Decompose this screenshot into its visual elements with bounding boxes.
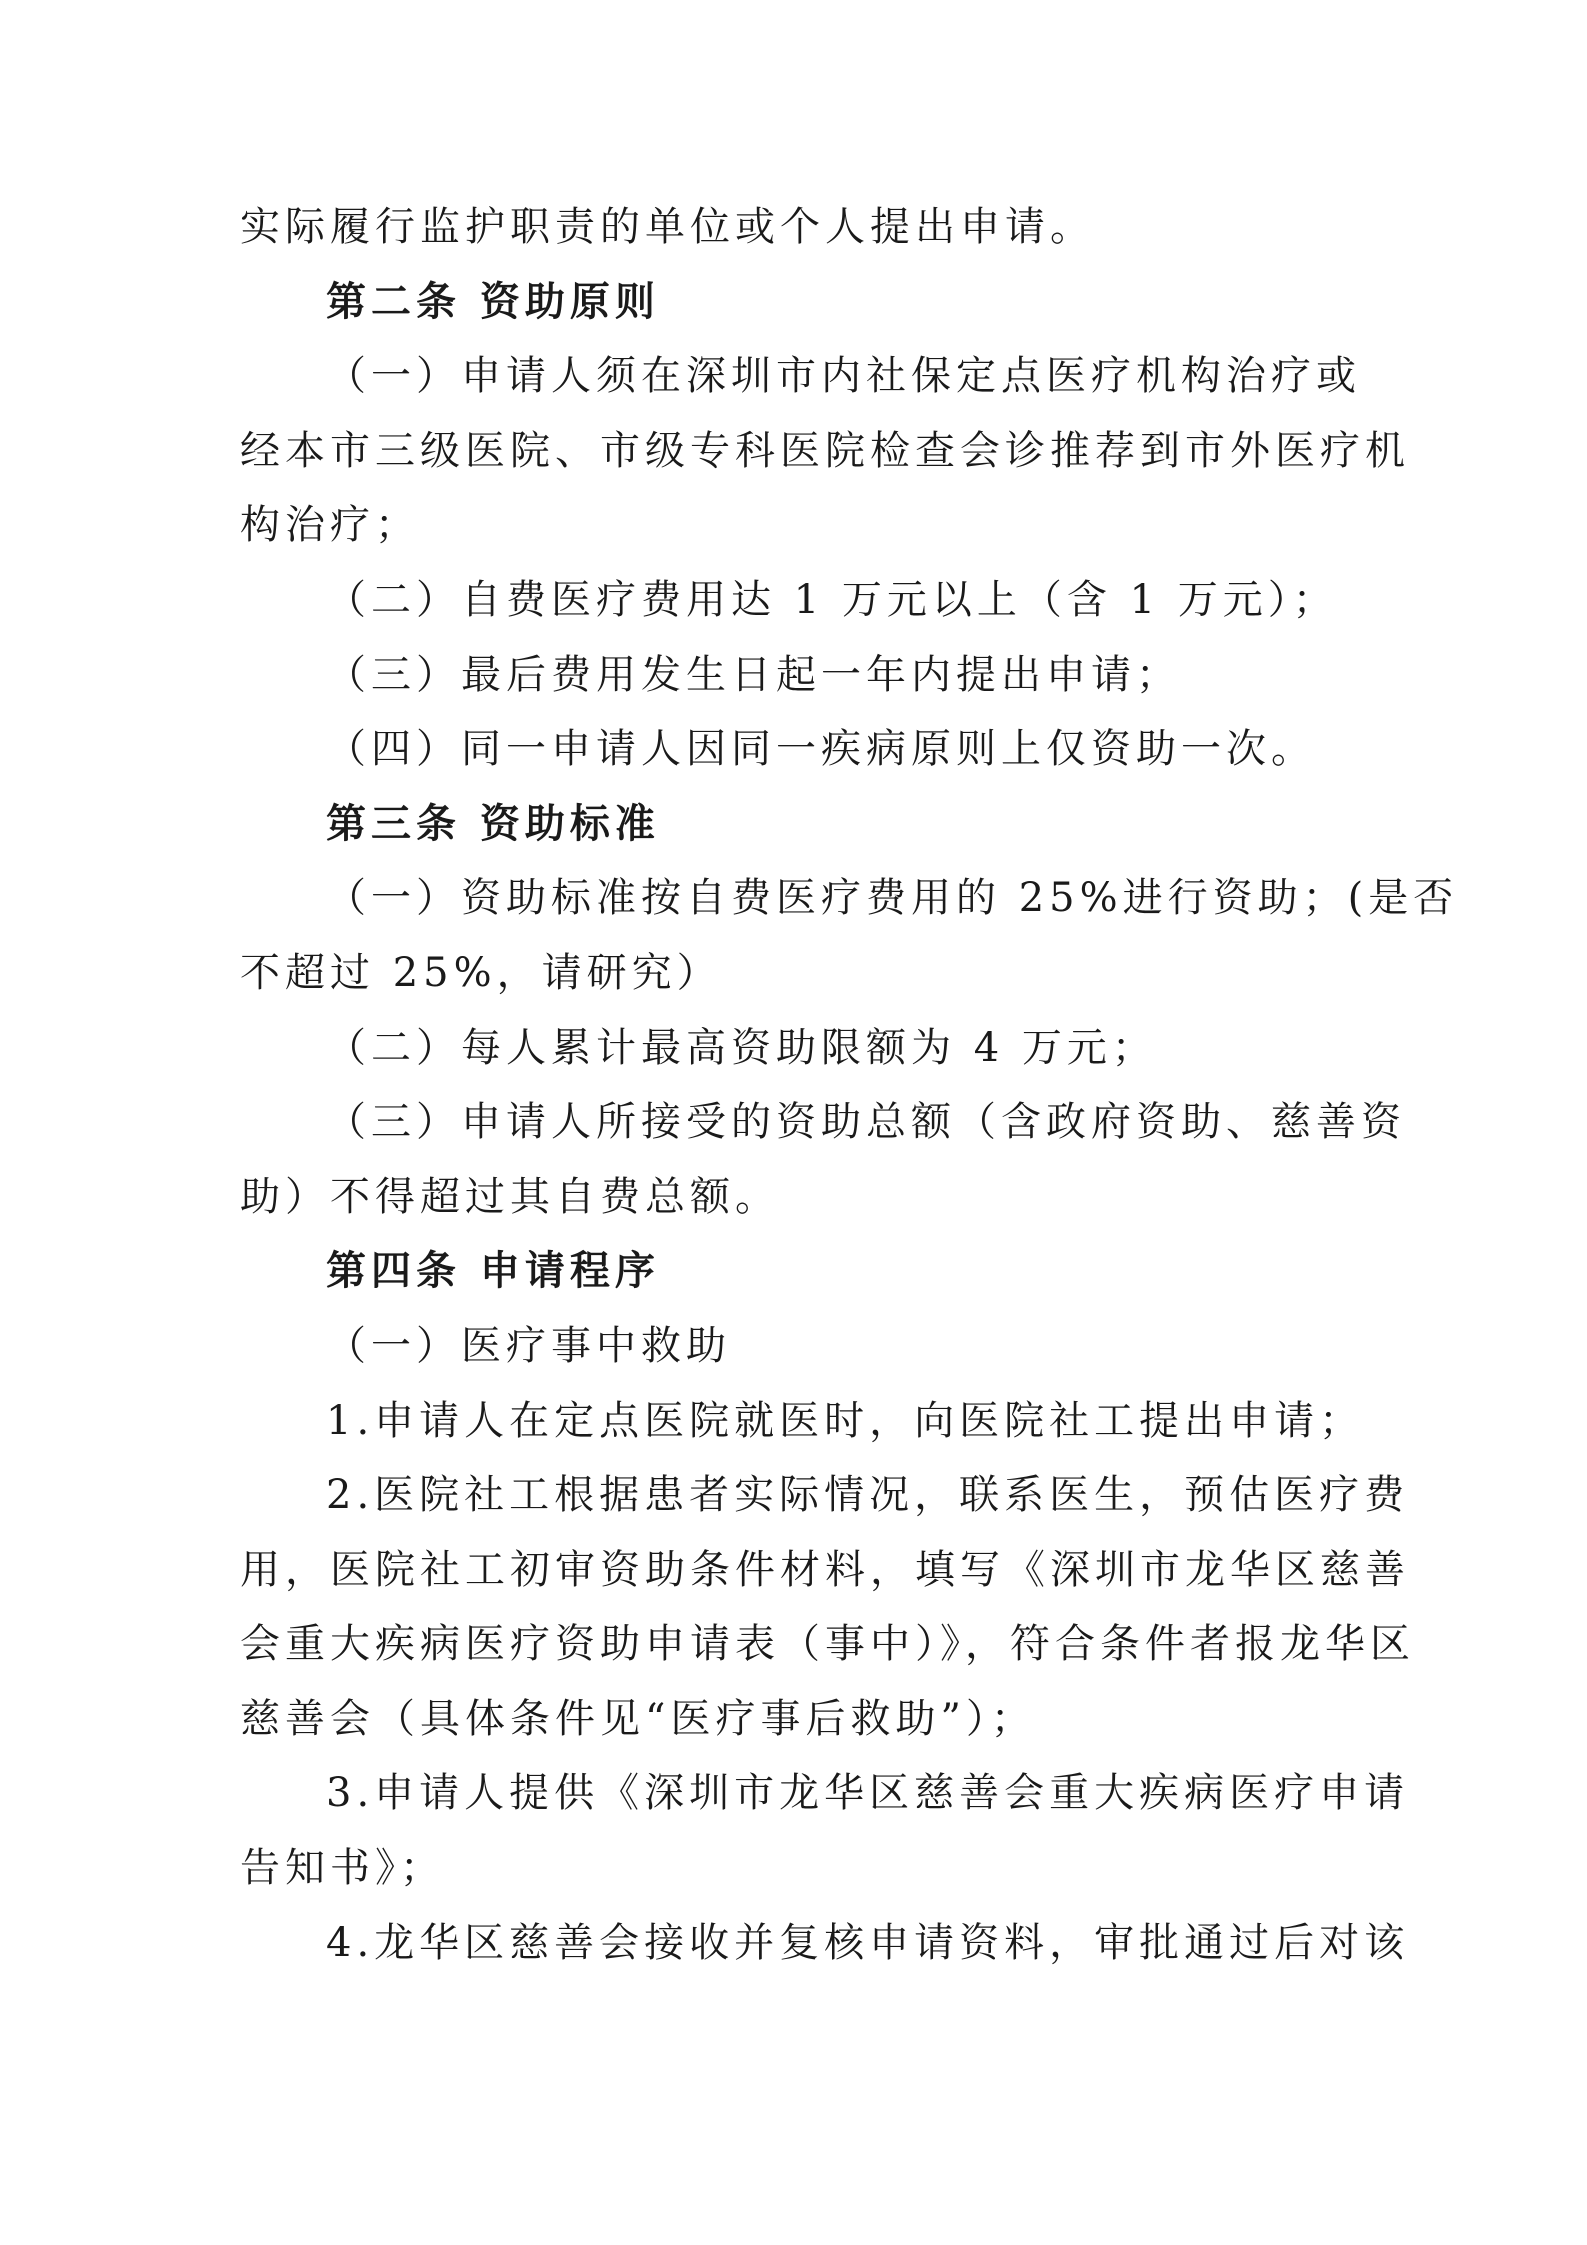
paragraph-line: （三）申请人所接受的资助总额（含政府资助、慈善资 (326, 1099, 1406, 1146)
paragraph-line: （二）每人累计最高资助限额为 4 万元； (326, 1024, 1157, 1071)
paragraph-line: 告知书》； (240, 1845, 445, 1892)
paragraph-line: （二）自费医疗费用达 1 万元以上（含 1 万元）； (326, 576, 1338, 623)
document-page (240, 190, 1459, 1980)
paragraph-line: 助）不得超过其自费总额。 (240, 1173, 780, 1220)
paragraph-line: （四）同一申请人因同一疾病原则上仅资助一次。 (326, 726, 1316, 773)
paragraph-line: 不超过 25%，请研究） (240, 949, 722, 996)
paragraph-line: 构治疗； (240, 502, 420, 549)
paragraph-line: 慈善会（具体条件见“医疗事后救助”）； (240, 1695, 1036, 1742)
paragraph-line: （一）资助标准按自费医疗费用的 25%进行资助；(是否 (326, 875, 1459, 922)
paragraph-line: 4.龙华区慈善会接收并复核申请资料，审批通过后对该 (326, 1919, 1410, 1966)
paragraph-line: 2.医院社工根据患者实际情况，联系医生，预估医疗费 (326, 1472, 1410, 1519)
section-heading: 第四条 申请程序 (326, 1248, 660, 1295)
paragraph-line: 经本市三级医院、市级专科医院检查会诊推荐到市外医疗机 (240, 427, 1410, 474)
section-heading: 第三条 资助标准 (326, 800, 660, 847)
section-heading: 第二条 资助原则 (326, 278, 660, 325)
paragraph-line: （三）最后费用发生日起一年内提出申请； (326, 651, 1181, 698)
subsection-line: （一）医疗事中救助 (326, 1322, 731, 1369)
paragraph-line: 3.申请人提供《深圳市龙华区慈善会重大疾病医疗申请 (326, 1770, 1410, 1817)
text-line: 实际履行监护职责的单位或个人提出申请。 (240, 204, 1095, 250)
paragraph-line: 会重大疾病医疗资助申请表（事中）》，符合条件者报龙华区 (240, 1621, 1415, 1668)
paragraph-line: 1.申请人在定点医院就医时，向医院社工提出申请； (326, 1397, 1365, 1444)
paragraph-line: （一）申请人须在深圳市内社保定点医疗机构治疗或 (326, 353, 1361, 400)
paragraph-line: 用，医院社工初审资助条件材料，填写《深圳市龙华区慈善 (240, 1546, 1410, 1593)
